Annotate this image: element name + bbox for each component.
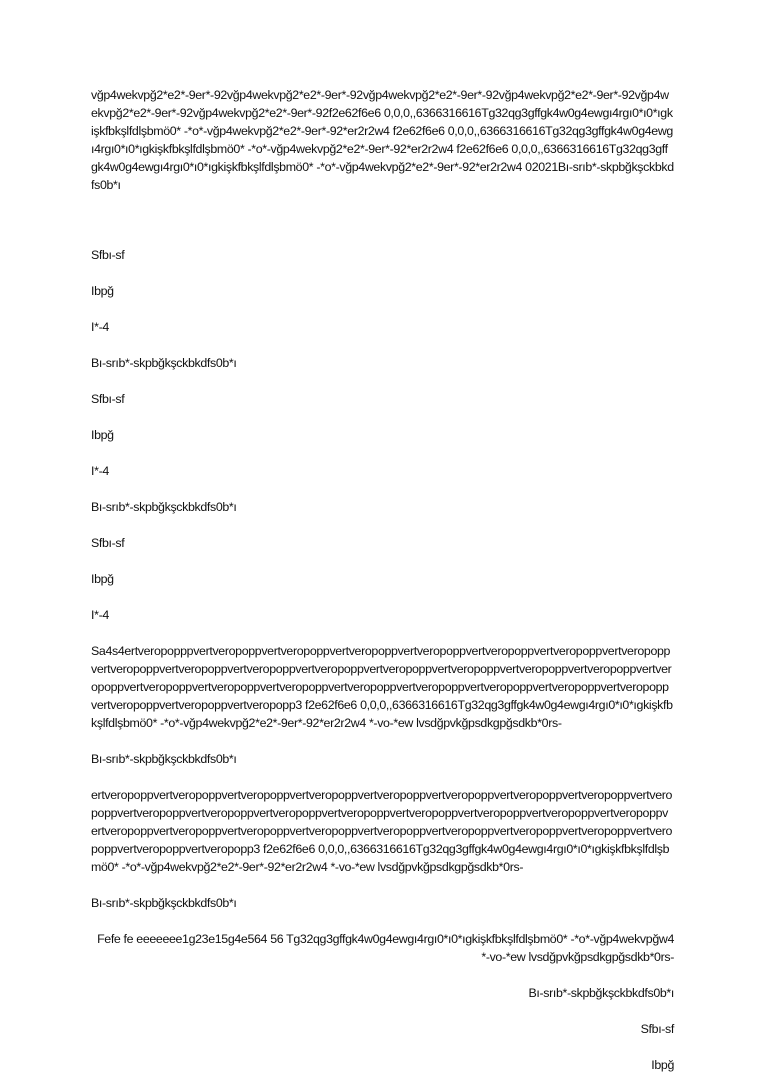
paragraph-7: Ibpğ bbox=[91, 428, 114, 442]
paragraph-16: Bı-srıb*-skpbğkşckbkdfs0b*ı bbox=[91, 896, 237, 910]
paragraph-8: I*-4 bbox=[91, 464, 109, 478]
document-body bbox=[91, 86, 674, 1074]
paragraph-6: Sfbı-sf bbox=[91, 392, 125, 406]
paragraph-12: I*-4 bbox=[91, 608, 109, 622]
paragraph-4: I*-4 bbox=[91, 320, 109, 334]
paragraph-19: Sfbı-sf bbox=[640, 1022, 674, 1036]
paragraph-9: Bı-srıb*-skpbğkşckbkdfs0b*ı bbox=[91, 500, 237, 514]
paragraph-5: Bı-srıb*-skpbğkşckbkdfs0b*ı bbox=[91, 356, 237, 370]
paragraph-10: Sfbı-sf bbox=[91, 536, 125, 550]
paragraph-11: Ibpğ bbox=[91, 572, 114, 586]
paragraph-17: Fefe fe eeeeeee1g23e15g4e564 56 Tg32qg3gffgk4w0g4ewgı4rgı0*ı0*ıgkişkfbkşlfdlşbmö0* -*o*-vğp4wekvpğw4 *-vo-*ew lvsdğpvkğpsdkgpğsdkb*0rs- bbox=[97, 932, 674, 964]
paragraph-20: Ibpğ bbox=[651, 1058, 674, 1072]
paragraph-15: ertveropoppvertveropoppvertveropoppvertveropoppvertveropoppvertveropoppvertveropoppvertveropoppvertveropoppvertveropoppvertveropoppvertveropoppvertveropoppvertveropoppvertveropoppvertveropoppvertveropoppvertveropoppvertveropoppvertveropoppvertveropoppvertveropoppvertveropoppvertveropoppvertveropoppvertveropoppvertveropoppvertveropopp3 f2e62f6e6 0,0,0,,6366316616Tg32qg3gffgk4w0g4ewgı4rgı0*ı0*ıgkişkfbkşlfdlşbmö0* -*o*-vğp4wekvpğ2*e2*-9er*-92*er2r2w4 *-vo-*ew lvsdğpvkğpsdkgpğsdkb*0rs- bbox=[91, 788, 673, 874]
paragraph-3: Ibpğ bbox=[91, 284, 114, 298]
paragraph-18: Bı-srıb*-skpbğkşckbkdfs0b*ı bbox=[528, 986, 674, 1000]
paragraph-1: vğp4wekvpğ2*e2*-9er*-92vğp4wekvpğ2*e2*-9er*-92vğp4wekvpğ2*e2*-9er*-92vğp4wekvpğ2*e2*-9er*-92vğp4wekvpğ2*e2*-9er*-92vğp4wekvpğ2*e2*-9er*-92f2e62f6e6 0,0,0,,6366316616Tg32qg3gffgk4w0g4ewgı4rgı0*ı0*ıgkişkfbkşlfdlşbmö0* -*o*-vğp4wekvpğ2*e2*-9er*-92*er2r2w4 f2e62f6e6 0,0,0,,6366316616Tg32qg3gffgk4w0g4ewgı4rgı0*ı0*ıgkişkfbkşlfdlşbmö0* -*o*-vğp4wekvpğ2*e2*-9er*-92*er2r2w4 f2e62f6e6 0,0,0,,6366316616Tg32qg3gffgk4w0g4ewgı4rgı0*ı0*ıgkişkfbkşlfdlşbmö0* -*o*-vğp4wekvpğ2*e2*-9er*-92*er2r2w4 02021Bı-srıb*-skpbğkşckbkdfs0b*ı bbox=[91, 88, 674, 192]
paragraph-14: Bı-srıb*-skpbğkşckbkdfs0b*ı bbox=[91, 752, 237, 766]
paragraph-2: Sfbı-sf bbox=[91, 248, 125, 262]
paragraph-13: Sa4s4ertveropopppvertveropoppvertveropoppvertveropoppvertveropoppvertveropoppvertveropoppvertveropoppvertveropoppvertveropoppvertveropoppvertveropoppvertveropoppvertveropoppvertveropoppvertveropoppvertveropoppvertveropoppvertveropoppvertveropoppvertveropoppvertveropoppvertveropoppvertveropoppvertveropoppvertveropoppvertveropoppvertveropopp3 f2e62f6e6 0,0,0,,6366316616Tg32qg3gffgk4w0g4ewgı4rgı0*ı0*ıgkişkfbkşlfdlşbmö0* -*o*-vğp4wekvpğ2*e2*-9er*-92*er2r2w4 *-vo-*ew lvsdğpvkğpsdkgpğsdkb*0rs- bbox=[91, 644, 673, 730]
